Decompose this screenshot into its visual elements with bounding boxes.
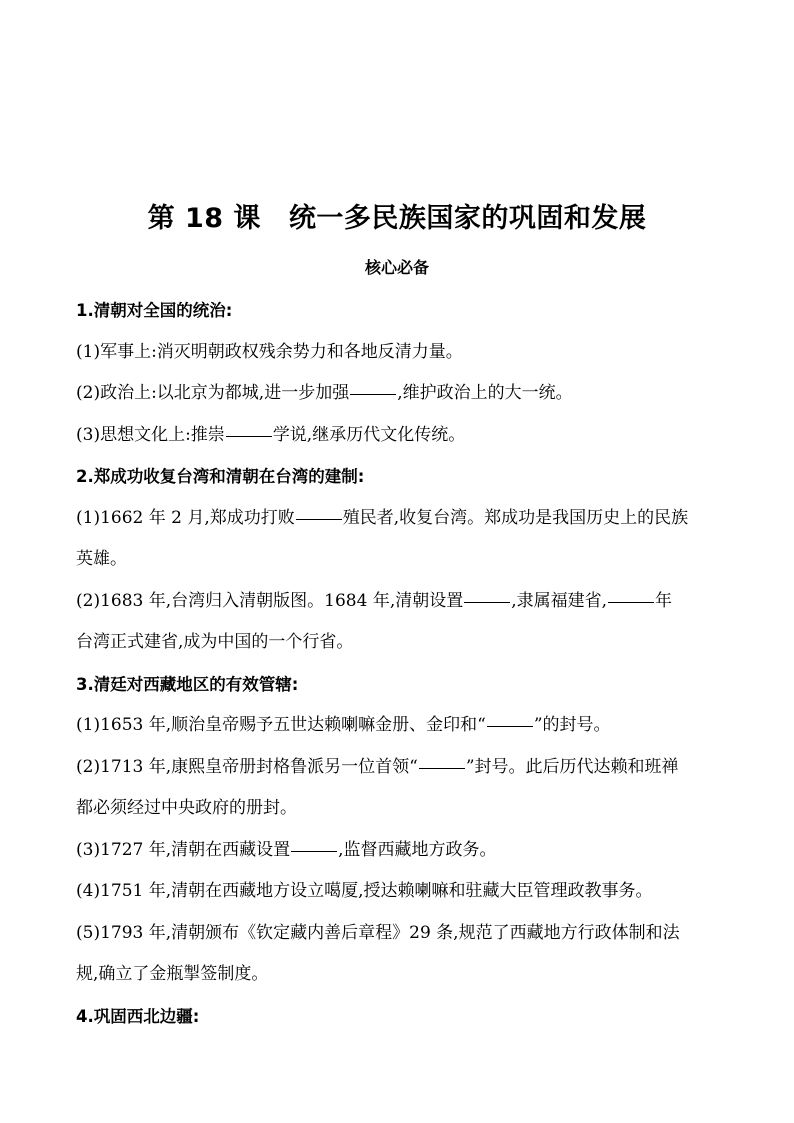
item-3-1: (1)1653 年,顺治皇帝赐予五世达赖喇嘛金册、金印和“ ”的封号。	[76, 715, 611, 735]
fill-blank[interactable]	[296, 518, 342, 520]
page-title	[0, 196, 794, 235]
fill-blank[interactable]	[464, 601, 510, 603]
item-3-4: (4)1751 年,清朝在西藏地方设立噶厦,授达赖喇嘛和驻藏大臣管理政教事务。	[76, 881, 653, 901]
fill-blank[interactable]	[608, 601, 654, 603]
item-1-2: (2)政治上:以北京为都城,进一步加强 ,维护政治上的大一统。	[76, 383, 573, 403]
item-3-2: (2)1713 年,康熙皇帝册封格鲁派另一位首领“ ”封号。此后历代达赖和班禅	[76, 756, 679, 777]
item-3-2-cont: 都必须经过中央政府的册封。	[76, 798, 297, 818]
item-2-2: (2)1683 年,台湾归入清朝版图。1684 年,清朝设置 ,隶属福建省, 年	[76, 590, 673, 611]
item-2-1-cont: 英雄。	[76, 549, 127, 569]
item-3-5-cont: 规,确立了金瓶掣签制度。	[76, 964, 269, 984]
fill-blank[interactable]	[226, 435, 272, 437]
lesson-name: 统一多民族国家的巩固和发展	[288, 203, 647, 234]
fill-blank[interactable]	[291, 850, 337, 852]
lesson-number: 第 18 课	[147, 203, 261, 234]
item-3-3: (3)1727 年,清朝在西藏设置 ,监督西藏地方政务。	[76, 839, 497, 860]
section-heading-4: 4.巩固西北边疆:	[76, 1006, 200, 1026]
section-heading-2: 2.郑成功收复台湾和清朝在台湾的建制:	[76, 467, 365, 486]
fill-blank[interactable]	[419, 767, 465, 769]
fill-blank[interactable]	[487, 725, 533, 727]
section-subtitle: 核心必备	[364, 258, 429, 277]
item-1-3: (3)思想文化上:推崇 学说,继承历代文化传统。	[76, 424, 466, 445]
item-2-1: (1)1662 年 2 月,郑成功打败 殖民者,收复台湾。郑成功是我国历史上的民族	[76, 507, 689, 528]
fill-blank[interactable]	[350, 393, 396, 395]
section-heading-3: 3.清廷对西藏地区的有效管辖:	[76, 674, 299, 694]
document-body	[76, 290, 722, 1037]
item-3-5: (5)1793 年,清朝颁布《钦定藏内善后章程》29 条,规范了西藏地方行政体制和法	[76, 922, 680, 943]
item-2-2-cont: 台湾正式建省,成为中国的一个行省。	[76, 632, 354, 652]
item-1-1: (1)军事上:消灭明朝政权残余势力和各地反清力量。	[76, 341, 463, 362]
section-heading-1: 1.清朝对全国的统治:	[76, 301, 233, 320]
